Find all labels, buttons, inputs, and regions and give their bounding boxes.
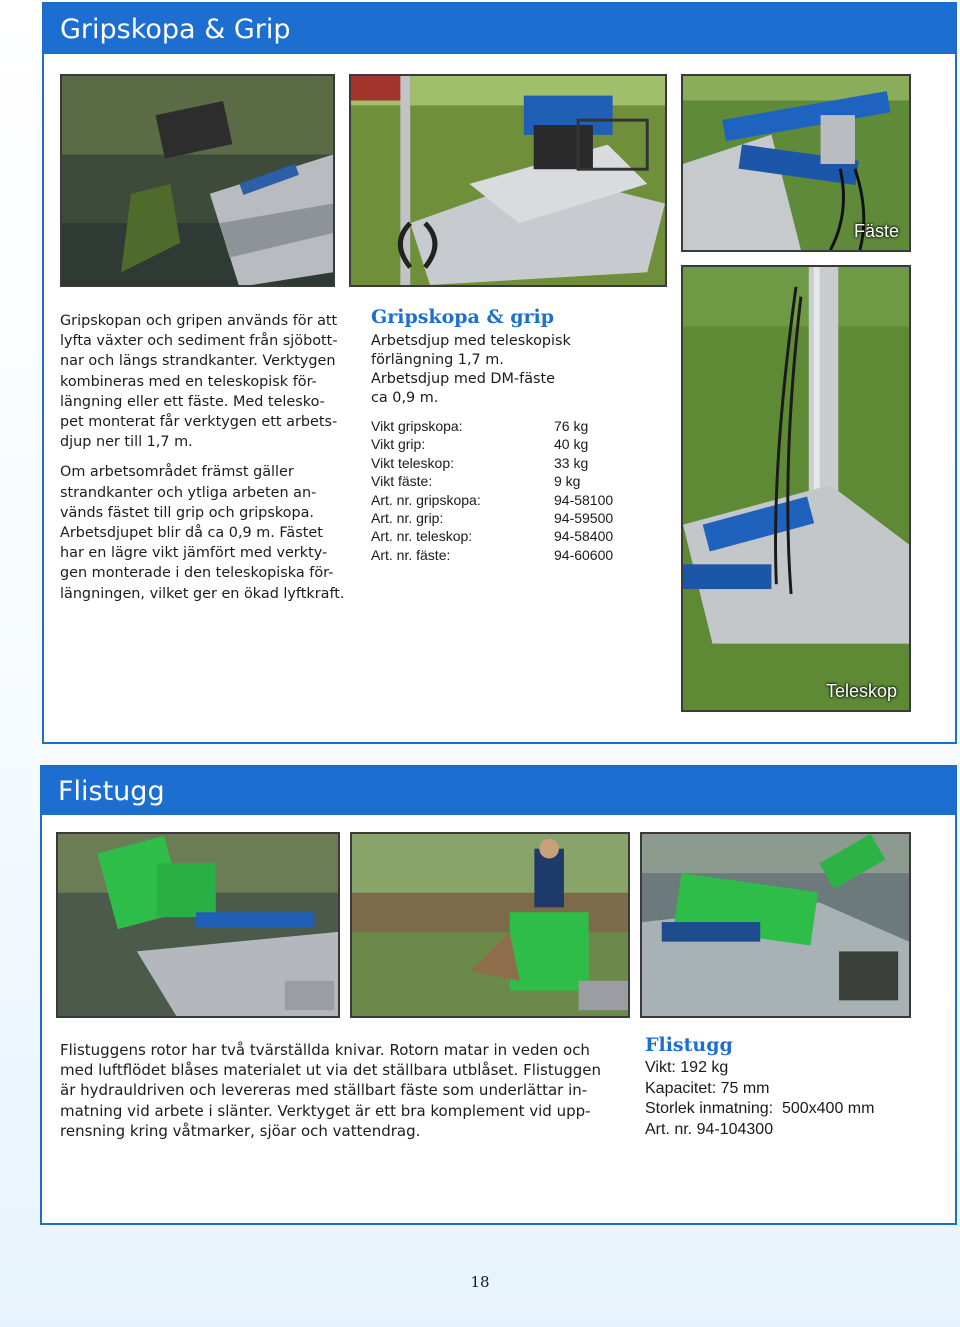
page-number: 18	[470, 1273, 490, 1291]
photo-bracket	[681, 74, 911, 252]
spec-row: Vikt teleskop: 33 kg	[371, 454, 589, 471]
spec-row: Vikt: 192 kg	[645, 1059, 729, 1076]
spec-title-gripskopa: Gripskopa & grip	[371, 306, 555, 328]
photo-label-faste: Fäste	[853, 221, 899, 241]
photo-chipper-boat	[56, 832, 340, 1018]
spec-title-flistugg: Flistugg	[645, 1034, 733, 1056]
spec-list-flistugg	[645, 1058, 945, 1140]
section-title-text: Gripskopa & Grip	[60, 13, 291, 45]
section-title-flistugg	[42, 767, 955, 815]
spec-row: Art. nr. gripskopa: 94-58100	[371, 491, 614, 508]
photo-chipper-lake	[640, 832, 911, 1018]
body-text-gripskopa	[60, 311, 350, 614]
spec-row: Vikt gripskopa: 76 kg	[371, 418, 589, 434]
photo-boat-grip	[349, 74, 667, 287]
paragraph-1: Gripskopan och gripen används för att lyfta växter och sediment från sjöbott- nar och längs strandkanter. Verktygen kombineras med en teleskopisk för- längning eller ett fäste. Med telesko- pet monterat får verktygen ett arbets- djup ner till 1,7 m.	[60, 313, 338, 451]
spec-row: Kapacitet: 75 mm	[645, 1079, 770, 1097]
section-title-gripskopa	[44, 4, 955, 54]
spec-table-gripskopa	[371, 418, 613, 565]
paragraph-2: Om arbetsområdet främst gäller strandkanter och ytliga arbeten an- vänds fästet till grip och gripskopa. Arbetsdjupet blir då ca 0,9 m. Fästet har en lägre vikt jämfört med verkty- gen monterade i den teleskopiska för- längningen, vilket ger en ökad lyftkraft.	[60, 464, 345, 602]
spec-row: Art. nr. grip: 94-59500	[371, 509, 614, 526]
section-title-text: Flistugg	[58, 775, 165, 807]
spec-row: Art. nr. 94-104300	[645, 1120, 774, 1138]
spec-row: Vikt fäste: 9 kg	[371, 473, 581, 490]
photo-boat-bucket	[60, 74, 335, 287]
photo-chipper-worker	[350, 832, 630, 1018]
photo-telescope	[681, 265, 911, 712]
spec-row: Art. nr. fäste: 94-60600	[371, 546, 614, 563]
body-text-flistugg: Flistuggens rotor har två tvärställda knivar. Rotorn matar in veden och med luftflödet blåses materialet ut via det ställbara utblåset. Flistuggen är hydrauldriven och levereras med ställbart fäste som underlättar in- matning vid arbete i slänter. Verktyget är ett bra komplement vid upp- rensning kring våtmarker, sjöar och vattendrag.	[60, 1041, 602, 1140]
spec-lines-gripskopa: Arbetsdjup med teleskopisk förlängning 1,7 m. Arbetsdjup med DM-fäste ca 0,9 m.	[371, 333, 571, 406]
spec-row: Storlek inmatning: 500x400 mm	[645, 1100, 875, 1117]
photo-label-teleskop: Teleskop	[825, 681, 897, 701]
spec-row: Vikt grip: 40 kg	[371, 436, 589, 453]
spec-row: Art. nr. teleskop: 94-58400	[371, 528, 614, 545]
